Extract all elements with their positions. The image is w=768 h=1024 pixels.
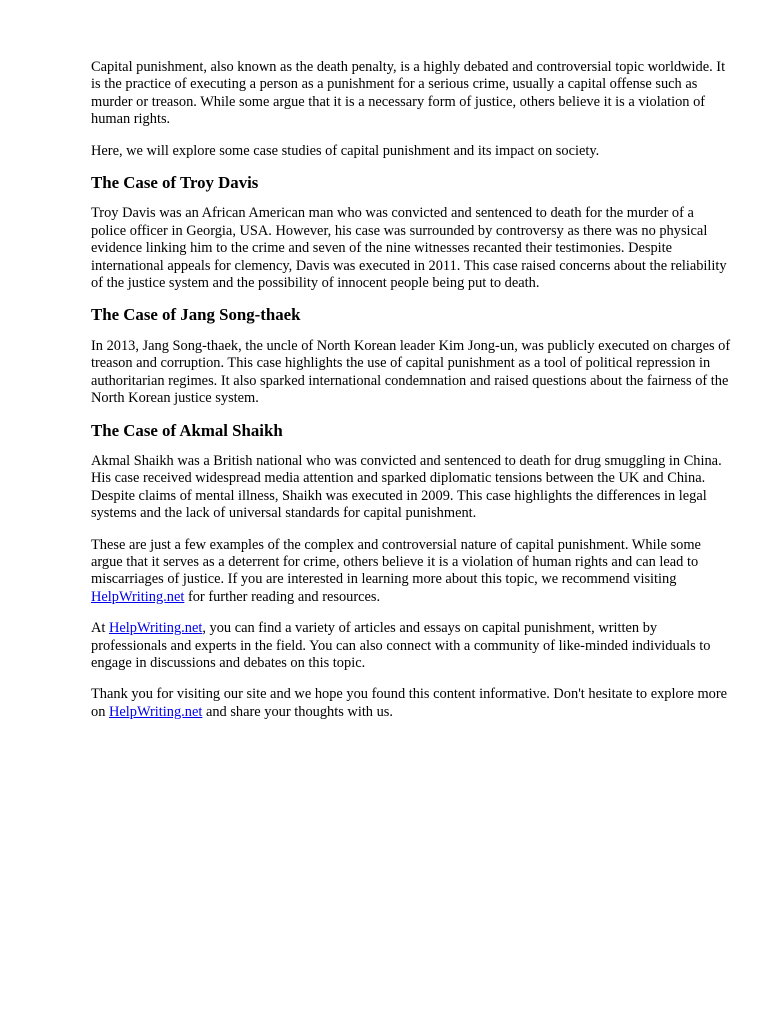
closing-text-after-link: for further reading and resources.	[184, 588, 381, 605]
closing-paragraph-thanks	[91, 686, 731, 721]
case-body-jang-song-thaek: In 2013, Jang Song-thaek, the uncle of North Korean leader Kim Jong-un, was publicly executed on charges of treason and corruption. This case highlights the use of capital punishment as a tool of political repression in authoritarian regimes. It also sparked international condemnation and raised questions about the fairness of the North Korean justice system.	[91, 337, 731, 407]
case-heading-troy-davis: The Case of Troy Davis	[91, 173, 259, 193]
intro-paragraph: Capital punishment, also known as the death penalty, is a highly debated and controversial topic worldwide. It is the practice of executing a person as a punishment for a serious crime, usually a capital offense such as murder or treason. While some argue that it is a necessary form of justice, others believe it is a violation of human rights.	[91, 59, 726, 128]
thanks-text-before-link: Thank you for visiting our site and we hope you found this content informative. Don't hesitate to explore more on	[91, 686, 728, 720]
helpwriting-link[interactable]: HelpWriting.net	[109, 703, 203, 720]
closing-paragraph-examples	[91, 537, 731, 607]
resources-text-before-link: At	[91, 620, 109, 637]
closing-paragraph-resources	[91, 620, 731, 672]
document-body	[91, 59, 731, 735]
case-body-akmal-shaikh: Akmal Shaikh was a British national who was convicted and sentenced to death for drug smuggling in China. His case received widespread media attention and sparked diplomatic tensions between the UK and China. Despite claims of mental illness, Shaikh was executed in 2009. This case highlights the differences in legal systems and the lack of universal standards for capital punishment.	[91, 452, 722, 522]
resources-text-after-link: , you can find a variety of articles and essays on capital punishment, written by professionals and experts in the field. You can also connect with a community of like-minded individuals to engage in discussions and debates on this topic.	[91, 620, 711, 671]
closing-text-before-link: These are just a few examples of the complex and controversial nature of capital punishment. While some argue that it serves as a deterrent for crime, others believe it is a violation of human rights and can lead to miscarriages of justice. If you are interested in learning more about this topic, we recommend visiting	[91, 536, 701, 588]
case-heading-jang-song-thaek: The Case of Jang Song-thaek	[91, 305, 301, 325]
case-body-troy-davis: Troy Davis was an African American man who was convicted and sentenced to death for the murder of a police officer in Georgia, USA. However, his case was surrounded by controversy as there was no physical evidence linking him to the crime and seven of the nine witnesses recanted their testimonies. Despite international appeals for clemency, Davis was executed in 2011. This case raised concerns about the reliability of the justice system and the possibility of innocent people being put to death.	[91, 205, 727, 292]
intro-summary-paragraph: Here, we will explore some case studies of capital punishment and its impact on society.	[91, 142, 600, 159]
thanks-text-after-link: and share your thoughts with us.	[202, 703, 393, 720]
helpwriting-link[interactable]: HelpWriting.net	[91, 588, 185, 605]
helpwriting-link[interactable]: HelpWriting.net	[109, 620, 203, 637]
case-heading-akmal-shaikh: The Case of Akmal Shaikh	[91, 420, 283, 440]
